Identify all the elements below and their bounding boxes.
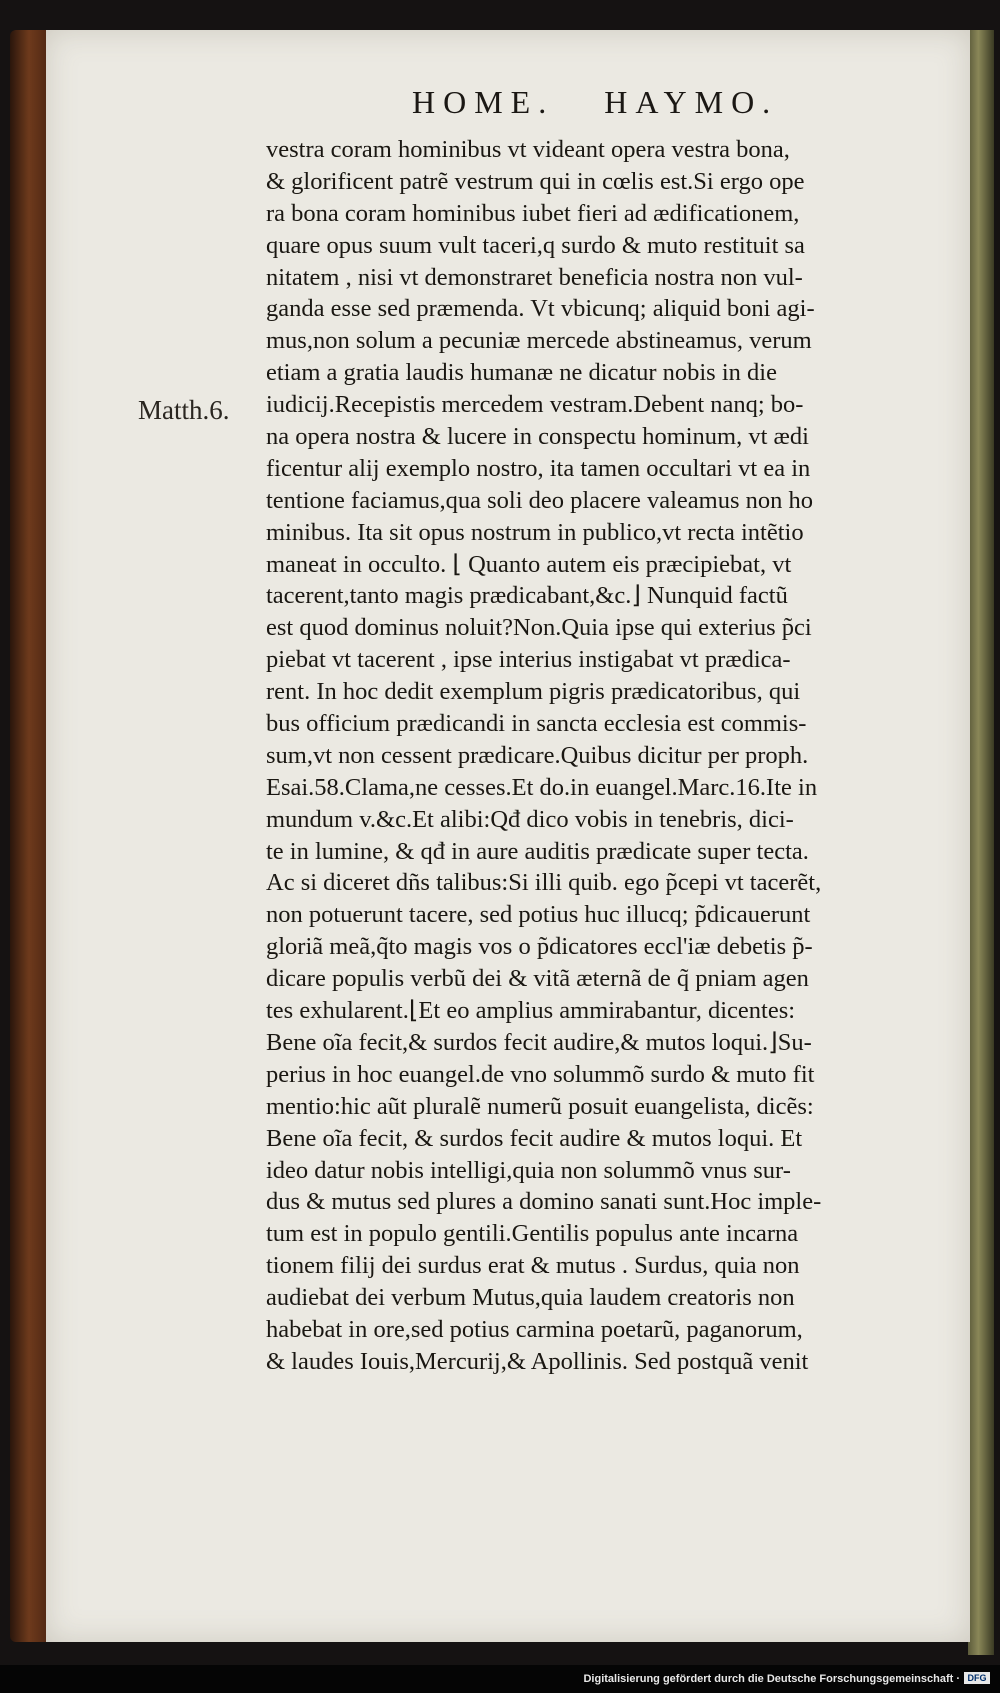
text-line: audiebat dei verbum Mutus,quia laudem creatoris non [266,1284,795,1312]
text-line: tes exhularent.⌊Et eo amplius ammirabantur, dicentes: [266,997,796,1025]
text-line: iudicij.Recepistis mercedem vestram.Debent nanq; bo- [266,391,804,419]
text-line: minibus. Ita sit opus nostrum in publico,vt recta intẽtio [266,518,804,546]
text-line: perius in hoc euangel.de vno solummõ surdo & muto fit [266,1060,815,1088]
running-head [412,84,852,121]
text-line: non potuerunt tacere, sed potius huc illucq; p̃dicauerunt [266,901,811,929]
text-line: mundum v.&c.Et alibi:Qđ dico vobis in tenebris, dici- [266,805,794,833]
text-line: est quod dominus noluit?Non.Quia ipse qui exterius p̃ci [266,614,812,642]
text-line: Esai.58.Clama,ne cesses.Et do.in euangel.Marc.16.Ite in [266,773,818,801]
text-line: gloriã meã,q̃to magis vos o p̃dicatores eccl'iæ debetis p̃- [266,933,813,961]
text-line: Ac si diceret dñs talibus:Si illi quib. ego p̃cepi vt tacerẽt, [266,869,822,897]
text-line: Bene oĩa fecit,& surdos fecit audire,& mutos loqui.⌋Su- [266,1028,812,1056]
text-line: piebat vt tacerent , ipse interius instigabat vt prædica- [266,646,791,674]
text-line: tacerent,tanto magis prædicabant,&c.⌋ Nunquid factũ [266,582,788,610]
text-line: ideo datur nobis intelligi,quia non solummõ vnus sur- [266,1156,791,1184]
text-line: ganda esse sed præmenda. Vt vbicunq; aliquid boni agi- [266,295,815,323]
text-line: rent. In hoc dedit exemplum pigris prædicatoribus, qui [266,678,801,706]
running-head-left: HOME. [412,84,555,120]
text-line: etiam a gratia laudis humanæ ne dicatur nobis in die [266,359,777,387]
text-line: habebat in ore,sed potius carmina poetarũ, paganorum, [266,1315,803,1343]
text-line: mus,non solum a pecuniæ mercede abstineamus, verum [266,327,812,355]
text-line: Bene oĩa fecit, & surdos fecit audire & mutos loqui. Et [266,1124,803,1152]
dfg-logo: DFG [964,1672,990,1684]
text-line: tum est in populo gentili.Gentilis populus ante incarna [266,1220,799,1248]
text-line: sum,vt non cessent prædicare.Quibus dicitur per proph. [266,741,809,769]
text-line: ficentur alij exemplo nostro, ita tamen occultari vt ea in [266,454,811,482]
text-line: mentio:hic aũt pluralẽ numerũ posuit euangelista, dicẽs: [266,1092,814,1120]
text-line: & laudes Iouis,Mercurij,& Apollinis. Sed postquã venit [266,1347,809,1375]
text-line: tentione faciamus,qua soli deo placere valeamus non ho [266,486,813,514]
text-line: dicare populis verbũ dei & vitã æternã de q̃ pniam agen [266,965,809,993]
text-line: na opera nostra & lucere in conspectu hominum, vt ædi [266,423,809,451]
text-line: & glorificent patrẽ vestrum qui in cœlis est.Si ergo ope [266,167,805,195]
margin-note: Matth.6. [138,395,230,425]
text-line: vestra coram hominibus vt videant opera vestra bona, [266,136,790,163]
text-line: tionem filij dei surdus erat & mutus . Surdus, quia non [266,1252,800,1280]
text-block [266,134,976,1378]
running-head-right: HAYMO. [604,84,779,120]
text-line: dus & mutus sed plures a domino sanati sunt.Hoc imple- [266,1188,822,1216]
text-line: ra bona coram hominibus iubet fieri ad ædificationem, [266,199,800,227]
text-line: maneat in occulto. ⌊ Quanto autem eis præcipiebat, vt [266,550,792,578]
text-line: bus officium prædicandi in sancta ecclesia est commis- [266,710,807,738]
text-line: nitatem , nisi vt demonstraret beneficia nostra non vul- [266,263,803,291]
text-line: quare opus suum vult taceri,q surdo & muto restituit sa [266,231,805,259]
text-line: te in lumine, & qđ in aure auditis prædicate super tecta. [266,837,809,865]
footer-credit: Digitalisierung gefördert durch die Deutsche Forschungsgemeinschaft · [583,1673,960,1685]
